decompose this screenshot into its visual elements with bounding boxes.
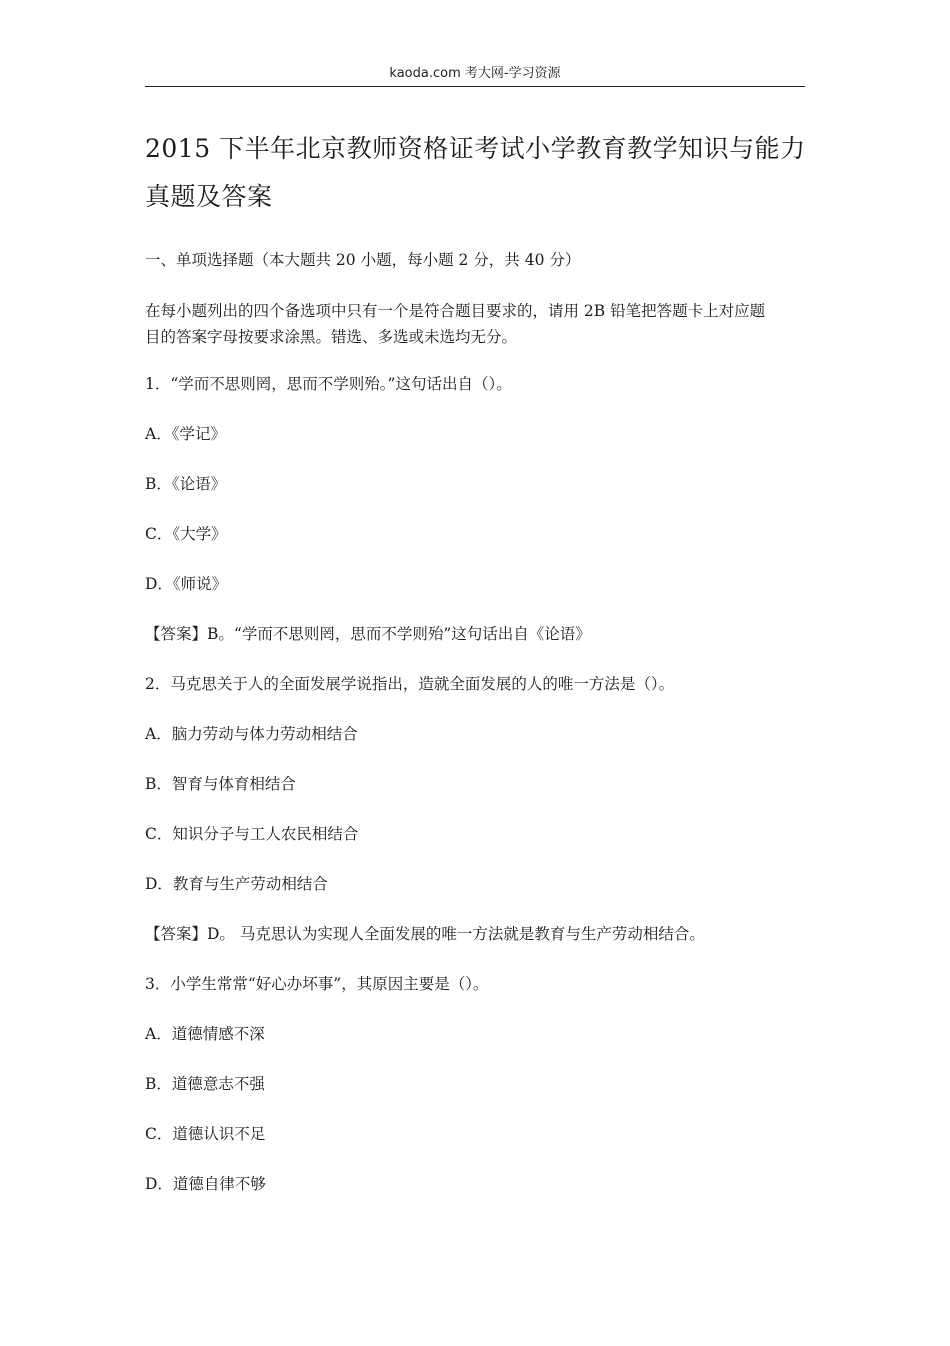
instructions-line-1: 在每小题列出的四个备选项中只有一个是符合题目要求的，请用 2B 铅笔把答题卡上对应题 <box>145 302 766 320</box>
question-1-option-c: C．《大学》 <box>145 525 227 543</box>
section-instructions <box>145 298 810 350</box>
title-line-2: 真题及答案 <box>145 182 273 211</box>
question-3-option-d: D．道德自律不够 <box>145 1175 266 1193</box>
question-1-stem: 1．“学而不思则罔，思而不学则殆。”这句话出自（）。 <box>145 375 512 393</box>
question-2-option-d: D．教育与生产劳动相结合 <box>145 875 328 893</box>
document-title <box>145 125 810 221</box>
question-2-option-a: A．脑力劳动与体力劳动相结合 <box>145 725 358 743</box>
question-1-answer: 【答案】B。“学而不思则罔，思而不学则殆”这句话出自《论语》 <box>145 625 591 643</box>
question-3-stem: 3．小学生常常“好心办坏事”，其原因主要是（）。 <box>145 975 489 993</box>
header-text: kaoda.com 考大网-学习资源 <box>389 66 561 81</box>
question-2-option-c: C．知识分子与工人农民相结合 <box>145 825 359 843</box>
question-1-option-a: A．《学记》 <box>145 425 226 443</box>
question-2-option-b: B．智育与体育相结合 <box>145 775 296 793</box>
question-1-option-d: D．《师说》 <box>145 575 228 593</box>
question-3-option-b: B．道德意志不强 <box>145 1075 265 1093</box>
title-line-1: 2015 下半年北京教师资格证考试小学教育教学知识与能力 <box>145 134 806 163</box>
question-1-option-b: B．《论语》 <box>145 475 227 493</box>
question-3-option-a: A．道德情感不深 <box>145 1025 265 1043</box>
question-3-option-c: C．道德认识不足 <box>145 1125 266 1143</box>
question-2-stem: 2．马克思关于人的全面发展学说指出，造就全面发展的人的唯一方法是（）。 <box>145 675 675 693</box>
question-2-answer: 【答案】D。 马克思认为实现人全面发展的唯一方法就是教育与生产劳动相结合。 <box>145 925 705 943</box>
section-heading: 一、单项选择题（本大题共 20 小题，每小题 2 分，共 40 分） <box>145 251 581 269</box>
page-header <box>145 64 805 87</box>
instructions-line-2: 目的答案字母按要求涂黑。错选、多选或未选均无分。 <box>145 328 518 346</box>
